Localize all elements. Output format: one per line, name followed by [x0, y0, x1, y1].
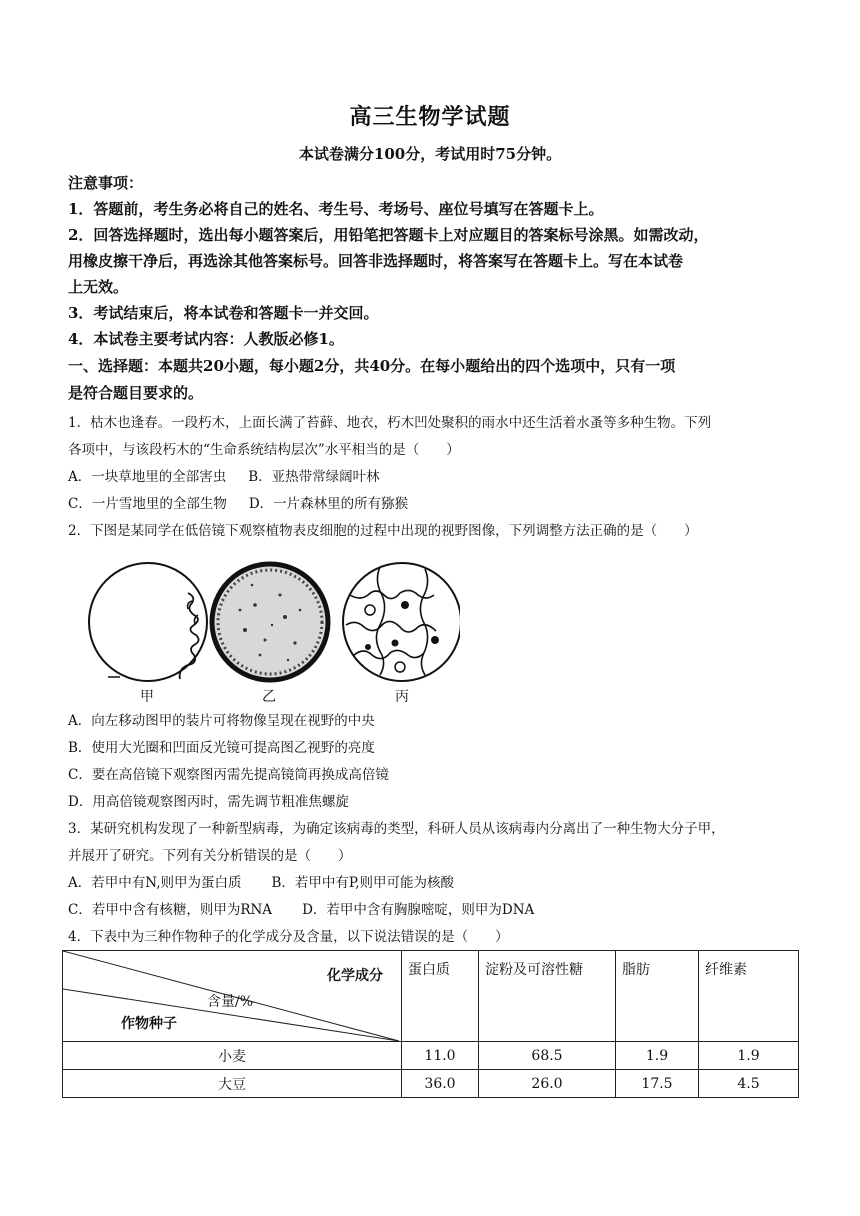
- q1-stem-cont: 各项中，与该段朽木的“生命系统结构层次”水平相当的是（ ）: [68, 442, 460, 458]
- notice-item: 3．考试结束后，将本试卷和答题卡一并交回。: [68, 304, 379, 322]
- col-header: 蛋白质: [402, 951, 479, 1042]
- seed-composition-table: [62, 950, 799, 1098]
- col-header: 纤维素: [699, 951, 799, 1042]
- row-name: 小麦: [63, 1042, 402, 1070]
- q3-option-c: C．若甲中含有核糖，则甲为RNA: [68, 902, 273, 918]
- figure-label-bing: 丙: [395, 689, 409, 705]
- notice-item: 用橡皮擦干净后，再选涂其他答案标号。回答非选择题时，将答案写在答题卡上。写在本试卷: [68, 252, 684, 270]
- q1-option-a: A．一块草地里的全部害虫: [68, 469, 227, 485]
- cell: 17.5: [616, 1070, 699, 1098]
- exam-subtitle: 本试卷满分100分，考试用时75分钟。: [298, 145, 562, 163]
- q3-options-cd: [68, 897, 808, 923]
- q3-option-a: A．若甲中有N,则甲为蛋白质: [68, 875, 242, 891]
- q1-stem: 1．枯木也逢春。一段朽木，上面长满了苔藓、地衣，朽木凹处聚积的雨水中还生活着水蚤等多种生物。下列: [68, 415, 712, 431]
- q1-option-b: B．亚热带常绿阔叶林: [248, 469, 380, 485]
- q2-option-c: C．要在高倍镜下观察图丙需先提高镜筒再换成高倍镜: [68, 767, 389, 783]
- notice-item: 1．答题前，考生务必将自己的姓名、考生号、考场号、座位号填写在答题卡上。: [68, 200, 604, 218]
- diag-label-seed: 作物种子: [121, 1016, 177, 1032]
- section-heading: 一、选择题：本题共20小题，每小题2分，共40分。在每小题给出的四个选项中，只有一项: [68, 357, 676, 375]
- cell: 36.0: [402, 1070, 479, 1098]
- row-name: 大豆: [63, 1070, 402, 1098]
- q1-options-cd: [68, 491, 808, 517]
- view-bing: [343, 563, 460, 681]
- notice-item: 上无效。: [68, 278, 129, 296]
- microscope-figure: [80, 555, 460, 690]
- q1-option-c: C．一片雪地里的全部生物: [68, 496, 227, 512]
- table-diagonal-header: [63, 951, 402, 1042]
- figure-label-yi: 乙: [262, 689, 276, 705]
- cell: 1.9: [699, 1042, 799, 1070]
- view-jia: [89, 563, 207, 681]
- cell: 11.0: [402, 1042, 479, 1070]
- cell: 68.5: [479, 1042, 616, 1070]
- diag-label-component: 化学成分: [327, 968, 383, 984]
- q3-stem-cont: 并展开了研究。下列有关分析错误的是（ ）: [68, 848, 352, 864]
- cell: 26.0: [479, 1070, 616, 1098]
- q2-option-a: A．向左移动图甲的装片可将物像呈现在视野的中央: [68, 713, 375, 729]
- diag-label-content: 含量/%: [207, 994, 254, 1010]
- q3-stem: 3．某研究机构发现了一种新型病毒，为确定该病毒的类型，科研人员从该病毒内分离出了一种生物大分子甲，: [68, 821, 725, 837]
- cell: 1.9: [616, 1042, 699, 1070]
- notice-heading: 注意事项：: [68, 174, 144, 192]
- table-header-row: [63, 951, 799, 1042]
- notice-item: 4．本试卷主要考试内容：人教版必修1。: [68, 330, 344, 348]
- section-heading-cont: 是符合题目要求的。: [68, 384, 204, 402]
- notice-item: 2．回答选择题时，选出每小题答案后，用铅笔把答题卡上对应题目的答案标号涂黑。如需改动，: [68, 226, 709, 244]
- q3-options-ab: [68, 870, 808, 896]
- q3-option-b: B．若甲中有P,则甲可能为核酸: [271, 875, 455, 891]
- page-title: 高三生物学试题: [349, 104, 511, 130]
- cell: 4.5: [699, 1070, 799, 1098]
- table-row: [63, 1070, 799, 1098]
- col-header: 淀粉及可溶性糖: [479, 951, 616, 1042]
- q2-stem: 2．下图是某同学在低倍镜下观察植物表皮细胞的过程中出现的视野图像，下列调整方法正确的是（ ）: [68, 523, 698, 539]
- view-yi: [212, 564, 328, 680]
- q2-option-d: D．用高倍镜观察图丙时，需先调节粗准焦螺旋: [68, 794, 349, 810]
- q1-option-d: D．一片森林里的所有猕猴: [248, 496, 409, 512]
- q4-stem: 4．下表中为三种作物种子的化学成分及含量，以下说法错误的是（ ）: [68, 929, 509, 945]
- q3-option-d: D．若甲中含有胸腺嘧啶，则甲为DNA: [302, 902, 535, 918]
- col-header: 脂肪: [616, 951, 699, 1042]
- q2-option-b: B．使用大光圈和凹面反光镜可提高图乙视野的亮度: [68, 740, 375, 756]
- table-row: [63, 1042, 799, 1070]
- q1-options-ab: [68, 464, 808, 490]
- figure-label-jia: 甲: [140, 689, 154, 705]
